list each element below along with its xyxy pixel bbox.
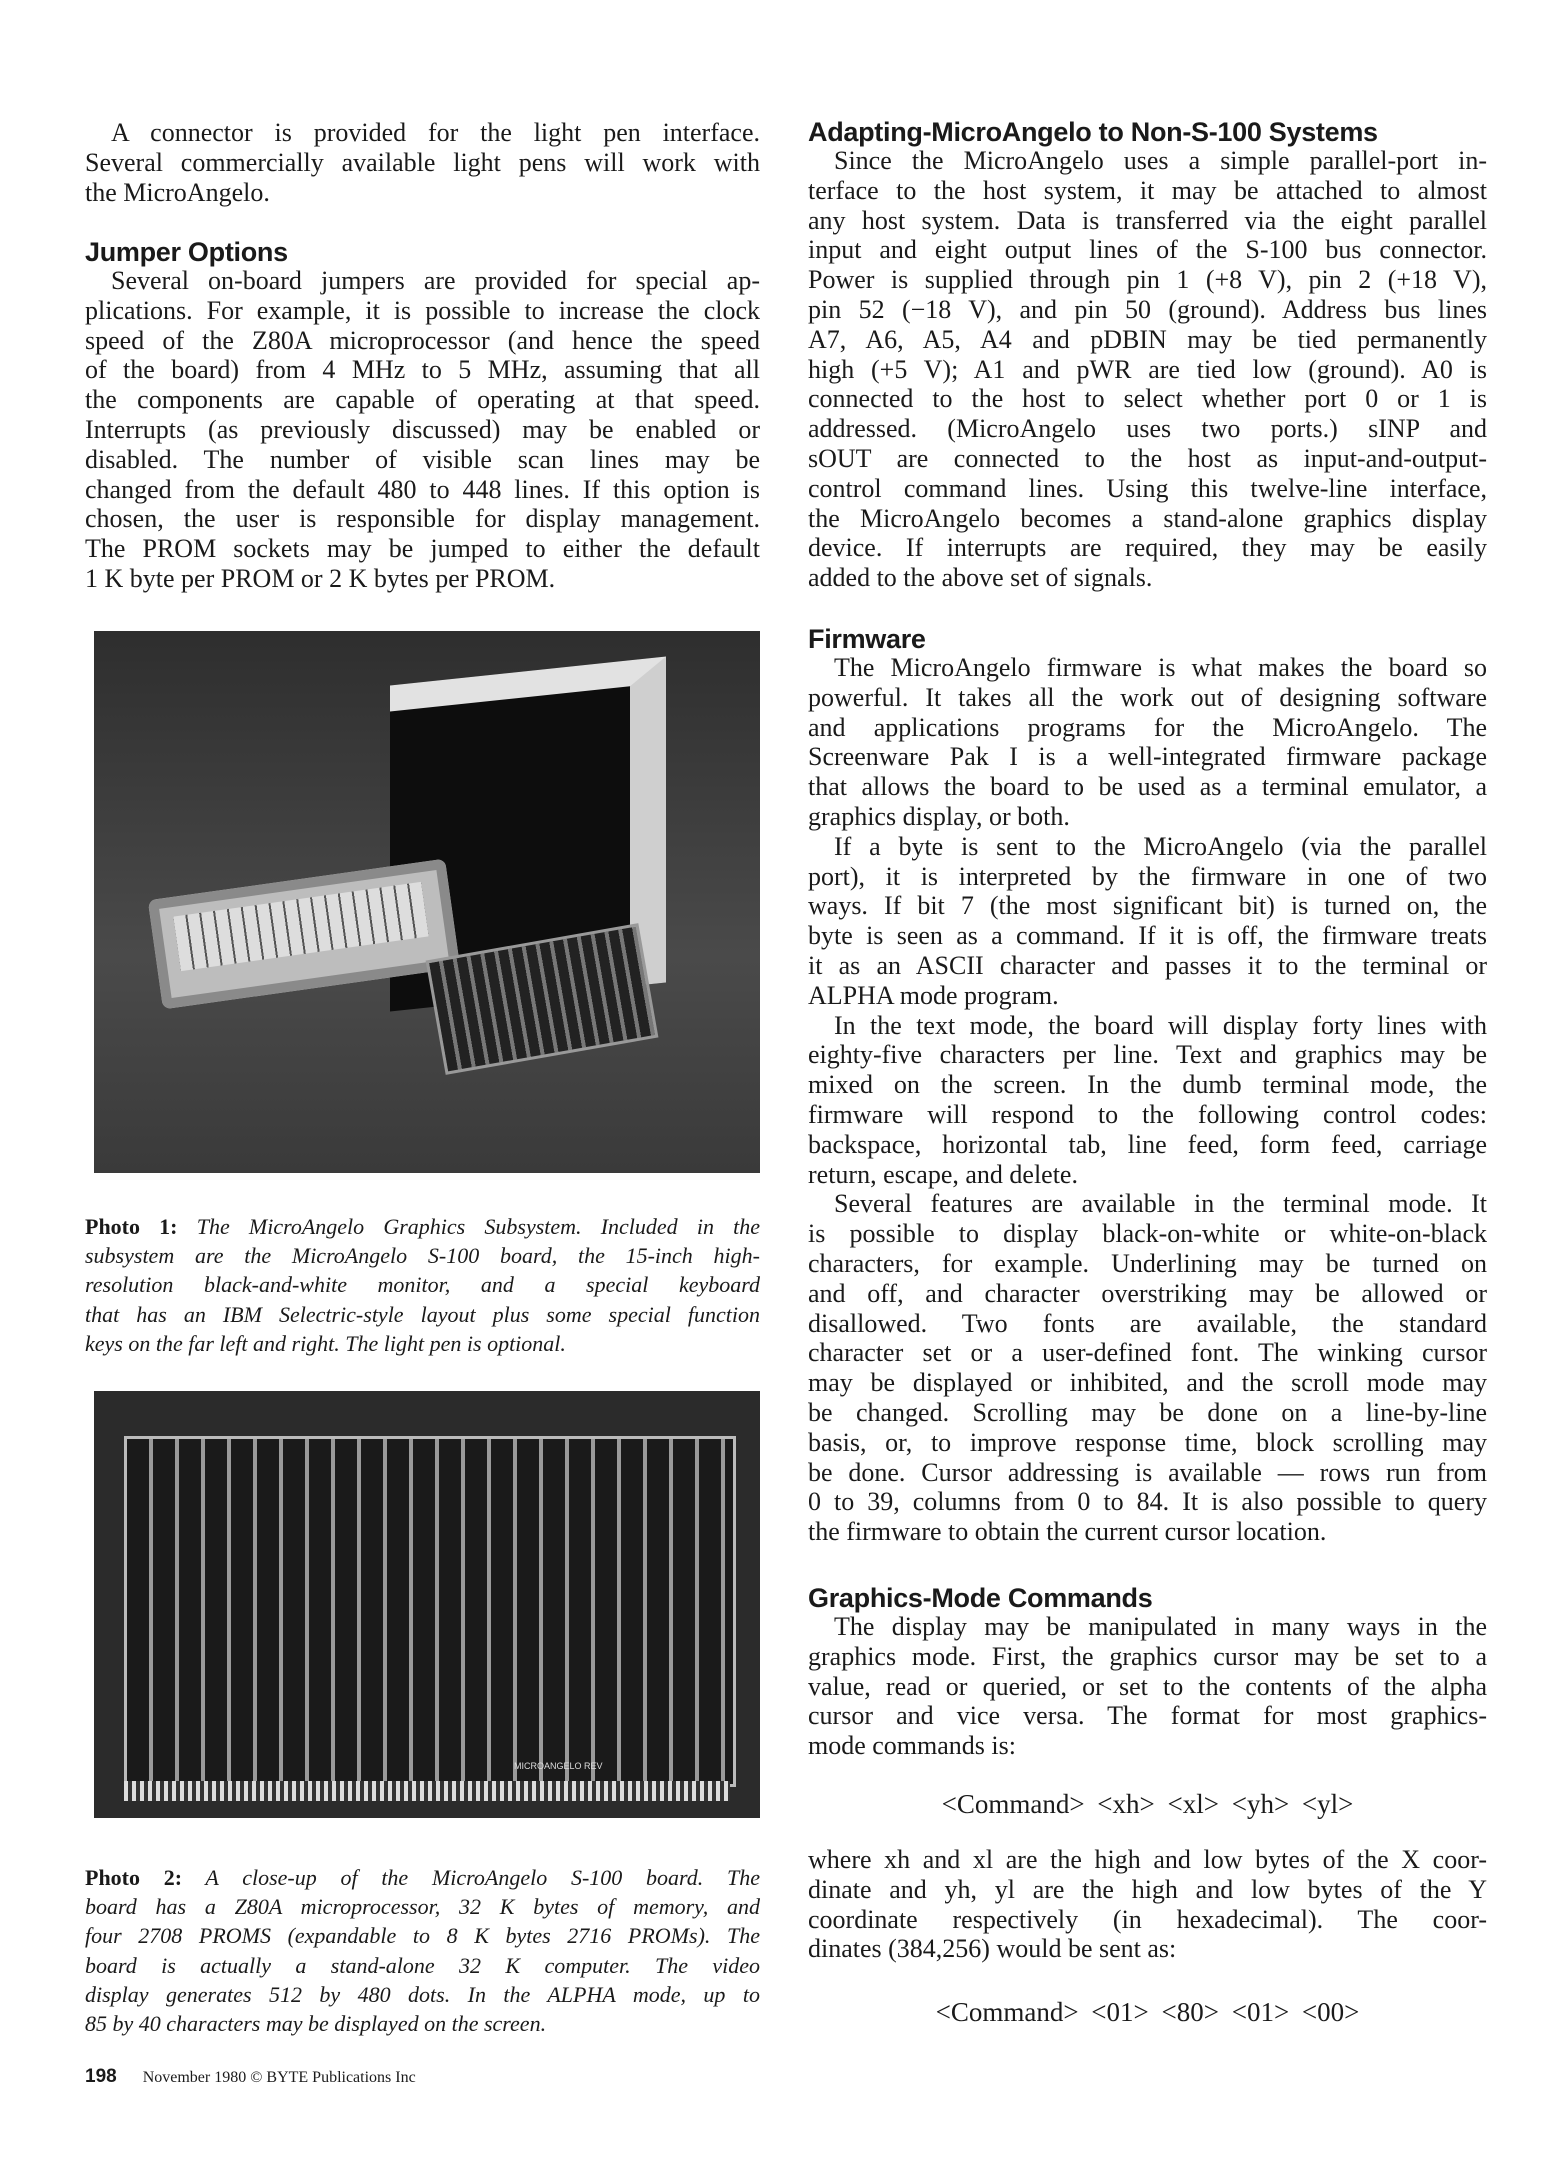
- caption-label: Photo 1:: [85, 1214, 178, 1239]
- text-line: Power is supplied through pin 1 (+8 V), pin 2 (+18 V),: [808, 265, 1487, 295]
- text-line: dinates (384,256) would be sent as:: [808, 1934, 1177, 1964]
- text-line: it as an ASCII character and passes it to the terminal or: [808, 950, 1487, 980]
- text-line: disallowed. Two fonts are available, the standard: [808, 1308, 1487, 1338]
- text-line: powerful. It takes all the work out of designing software: [808, 682, 1487, 712]
- text-line: may be displayed or inhibited, and the scroll mode may: [808, 1368, 1487, 1398]
- text-line: addressed. (MicroAngelo uses two ports.) sINP and: [808, 414, 1487, 444]
- text-line: the components are capable of operating at that speed.: [85, 385, 760, 415]
- adapting-heading: Adapting-MicroAngelo to Non-S-100 Systems: [808, 117, 1378, 147]
- caption-line: [85, 1300, 760, 1329]
- text-line: Screenware Pak I is a well-integrated firmware package: [808, 742, 1487, 772]
- photo-graphics-subsystem: [94, 631, 760, 1173]
- jumper-options-paragraph: [85, 266, 760, 594]
- firmware-paragraphs: [808, 653, 1487, 1547]
- text-line: If a byte is sent to the MicroAngelo (via the parallel: [834, 831, 1487, 861]
- caption-line: [85, 1270, 760, 1299]
- text-line: A7, A6, A5, A4 and pDBIN may be tied permanently: [808, 324, 1487, 354]
- caption-line: [85, 1951, 760, 1980]
- text-line: be done. Cursor addressing is available — rows run from: [808, 1457, 1487, 1487]
- text-line: of the board) from 4 MHz to 5 MHz, assuming that all: [85, 355, 760, 385]
- text-line: changed from the default 480 to 448 lines. If this option is: [85, 474, 760, 504]
- caption-text: resolution black-and-white monitor, and a special keyboard: [85, 1272, 760, 1298]
- text-line: added to the above set of signals.: [808, 563, 1153, 593]
- text-line: return, escape, and delete.: [808, 1159, 1078, 1189]
- firmware-heading: Firmware: [808, 624, 926, 654]
- caption-text: A close-up of the MicroAngelo S-100 board. The: [205, 1865, 760, 1890]
- text-line: high (+5 V); A1 and pWR are tied low (ground). A0 is: [808, 354, 1487, 384]
- text-line: 1 K byte per PROM or 2 K bytes per PROM.: [85, 563, 556, 593]
- text-line: ALPHA mode program.: [808, 980, 1059, 1010]
- caption-line: [85, 1329, 760, 1358]
- text-line: device. If interrupts are required, they may be easily: [808, 533, 1487, 563]
- caption-text: 85 by 40 characters may be displayed on the screen.: [85, 2010, 547, 2036]
- caption-line: [85, 1863, 760, 1892]
- photo1-caption: [85, 1212, 760, 1358]
- board-silkscreen: MICROANGELO REV: [514, 1761, 603, 1771]
- command-example: <Command> <01> <80> <01> <00>: [935, 1997, 1360, 2027]
- text-line: backspace, horizontal tab, line feed, form feed, carriage: [808, 1129, 1487, 1159]
- caption-line: [85, 1212, 760, 1241]
- text-line: basis, or, to improve response time, block scrolling may: [808, 1427, 1487, 1457]
- text-line: terface to the host system, it may be attached to almost: [808, 175, 1487, 205]
- command-format: <Command> <xh> <xl> <yh> <yl>: [941, 1789, 1354, 1819]
- text-line: cursor and vice versa. The format for most graphics-: [808, 1701, 1487, 1731]
- caption-text: that has an IBM Selectric-style layout plus some special function: [85, 1301, 760, 1327]
- intro-paragraph: [85, 118, 760, 207]
- text-line: A connector is provided for the light pen interface.: [111, 118, 760, 147]
- where-paragraph: [808, 1845, 1487, 1964]
- text-line: plications. For example, it is possible to increase the clock: [85, 295, 760, 325]
- text-line: sOUT are connected to the host as input-and-output-: [808, 443, 1487, 473]
- text-line: Several on-board jumpers are provided for special ap-: [111, 266, 760, 295]
- text-line: speed of the Z80A microprocessor (and hence the speed: [85, 325, 760, 355]
- text-line: characters, for example. Underlining may be turned on: [808, 1248, 1487, 1278]
- text-line: In the text mode, the board will display forty lines with: [834, 1010, 1487, 1040]
- text-line: The display may be manipulated in many ways in the: [834, 1612, 1487, 1641]
- text-line: and applications programs for the MicroAngelo. The: [808, 712, 1487, 742]
- text-line: chosen, the user is responsible for display management.: [85, 504, 760, 534]
- caption-line: [85, 1980, 760, 2009]
- text-line: The MicroAngelo firmware is what makes the board so: [834, 653, 1487, 682]
- photo2-caption: [85, 1863, 760, 2038]
- graphics-mode-heading: Graphics-Mode Commands: [808, 1583, 1153, 1613]
- caption-text: board has a Z80A microprocessor, 32 K bytes of memory, and: [85, 1894, 760, 1920]
- text-line: mixed on the screen. In the dumb terminal mode, the: [808, 1070, 1487, 1100]
- text-line: any host system. Data is transferred via the eight parallel: [808, 205, 1487, 235]
- text-line: connected to the host to select whether port 0 or 1 is: [808, 384, 1487, 414]
- caption-text: keys on the far left and right. The light pen is optional.: [85, 1330, 566, 1356]
- text-line: control command lines. Using this twelve-line interface,: [808, 473, 1487, 503]
- text-line: The PROM sockets may be jumped to either the default: [85, 534, 760, 564]
- caption-text: four 2708 PROMS (expandable to 8 K bytes 2716 PROMs). The: [85, 1923, 760, 1949]
- text-line: Interrupts (as previously discussed) may be enabled or: [85, 414, 760, 444]
- caption-text: The MicroAngelo Graphics Subsystem. Included in the: [196, 1214, 761, 1239]
- caption-line: [85, 1921, 760, 1950]
- caption-line: [85, 1241, 760, 1270]
- page-number: 198: [85, 2066, 117, 2087]
- text-line: Several commercially available light pens will work with: [85, 147, 760, 177]
- caption-text: display generates 512 by 480 dots. In the ALPHA mode, up to: [85, 1981, 760, 2007]
- text-line: disabled. The number of visible scan lines may be: [85, 444, 760, 474]
- footer-credit: November 1980 © BYTE Publications Inc: [142, 2069, 416, 2086]
- text-line: eighty-five characters per line. Text and graphics may be: [808, 1040, 1487, 1070]
- text-line: dinate and yh, yl are the high and low bytes of the Y: [808, 1874, 1487, 1904]
- text-line: graphics mode. First, the graphics cursor may be set to a: [808, 1641, 1487, 1671]
- text-line: Several features are available in the terminal mode. It: [834, 1189, 1487, 1219]
- text-line: ways. If bit 7 (the most significant bit) is turned on, the: [808, 891, 1487, 921]
- text-line: coordinate respectively (in hexadecimal). The coor-: [808, 1904, 1487, 1934]
- edge-connector: [124, 1781, 730, 1801]
- caption-text: board is actually a stand-alone 32 K computer. The video: [85, 1952, 760, 1978]
- photo-board-closeup: [94, 1391, 760, 1818]
- jumper-options-heading: Jumper Options: [85, 237, 288, 267]
- caption-text: subsystem are the MicroAngelo S-100 board, the 15-inch high-: [85, 1243, 760, 1269]
- adapting-paragraph: [808, 146, 1487, 593]
- graphics-mode-paragraph: [808, 1612, 1487, 1761]
- text-line: mode commands is:: [808, 1731, 1016, 1761]
- circuit-board: [124, 1436, 736, 1787]
- text-line: the MicroAngelo becomes a stand-alone graphics display: [808, 503, 1487, 533]
- text-line: be changed. Scrolling may be done on a line-by-line: [808, 1397, 1487, 1427]
- text-line: where xh and xl are the high and low bytes of the X coor-: [808, 1845, 1487, 1874]
- text-line: that allows the board to be used as a terminal emulator, a: [808, 772, 1487, 802]
- text-line: character set or a user-defined font. The winking cursor: [808, 1338, 1487, 1368]
- text-line: byte is seen as a command. If it is off, the firmware treats: [808, 921, 1487, 951]
- text-line: pin 52 (−18 V), and pin 50 (ground). Address bus lines: [808, 294, 1487, 324]
- caption-label: Photo 2:: [85, 1865, 183, 1890]
- text-line: is possible to display black-on-white or white-on-black: [808, 1219, 1487, 1249]
- caption-line: [85, 2009, 760, 2038]
- text-line: firmware will respond to the following control codes:: [808, 1099, 1487, 1129]
- text-line: the MicroAngelo.: [85, 177, 270, 207]
- text-line: the firmware to obtain the current cursor location.: [808, 1517, 1327, 1547]
- text-line: 0 to 39, columns from 0 to 84. It is also possible to query: [808, 1487, 1487, 1517]
- text-line: and off, and character overstriking may be allowed or: [808, 1278, 1487, 1308]
- page-footer: [85, 2066, 416, 2088]
- text-line: input and eight output lines of the S-100 bus connector.: [808, 235, 1487, 265]
- text-line: port), it is interpreted by the firmware in one of two: [808, 861, 1487, 891]
- text-line: Since the MicroAngelo uses a simple parallel-port in-: [834, 146, 1487, 175]
- text-line: graphics display, or both.: [808, 801, 1070, 831]
- text-line: value, read or queried, or set to the contents of the alpha: [808, 1671, 1487, 1701]
- caption-line: [85, 1892, 760, 1921]
